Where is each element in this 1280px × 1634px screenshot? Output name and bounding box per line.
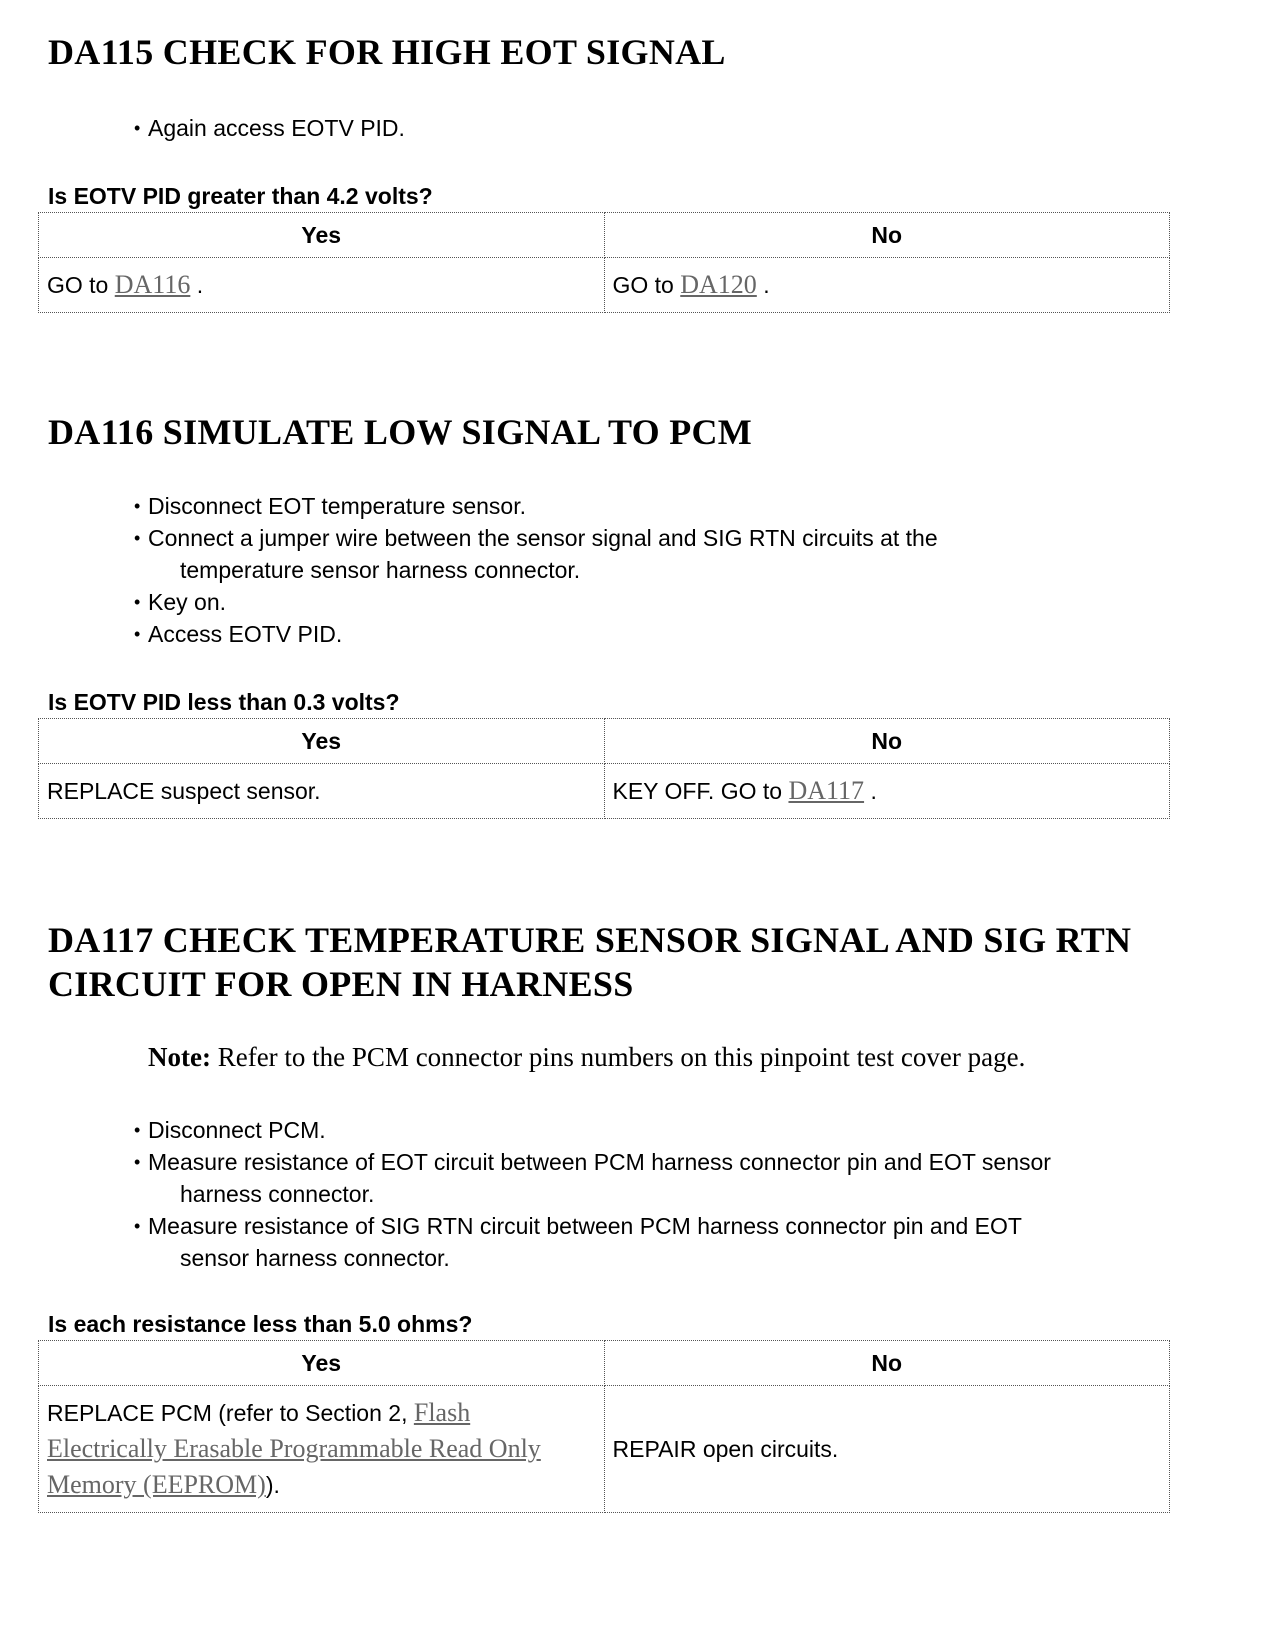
action-item: • Disconnect EOT temperature sensor. [132, 490, 938, 522]
link-flash-eeprom[interactable]: Flash Electrically Erasable Programmable Read Only Memory (EEPROM) [47, 1398, 541, 1499]
action-item: • Again access EOTV PID. [132, 112, 405, 144]
bullet-icon: • [134, 1120, 141, 1140]
bullet-icon: • [134, 592, 141, 612]
bullet-icon: • [134, 1152, 141, 1172]
note: Note: Refer to the PCM connector pins numbers on this pinpoint test cover page. [148, 1042, 1026, 1072]
action-item: • Measure resistance of EOT circuit between PCM harness connector pin and EOT sensor harness connector. [132, 1146, 1051, 1210]
question-da115: Is EOTV PID greater than 4.2 volts? [48, 183, 433, 209]
step-title-da116: DA116 SIMULATE LOW SIGNAL TO PCM [48, 412, 753, 452]
bullet-icon: • [134, 118, 141, 138]
link-da117[interactable]: DA117 [788, 776, 865, 805]
link-da116[interactable]: DA116 [114, 270, 191, 299]
result-table-da117 [38, 1340, 1170, 1513]
bullet-icon: • [134, 624, 141, 644]
link-da120[interactable]: DA120 [680, 270, 757, 299]
result-table-da116 [38, 718, 1170, 819]
action-item: • Connect a jumper wire between the sensor signal and SIG RTN circuits at the temperature sensor harness connector. [132, 522, 938, 586]
no-header: No [604, 719, 1170, 764]
action-list-da115 [132, 112, 405, 144]
yes-cell: REPLACE PCM (refer to Section 2, Flash Electrically Erasable Programmable Read Only Memory (EEPROM)). [39, 1386, 605, 1513]
yes-header: Yes [39, 719, 605, 764]
yes-cell: GO to DA116 . [39, 258, 605, 313]
step-title-da117: DA117 CHECK TEMPERATURE SENSOR SIGNAL AND SIG RTN CIRCUIT FOR OPEN IN HARNESS [48, 920, 1132, 1004]
result-table-da115 [38, 212, 1170, 313]
no-header: No [604, 213, 1170, 258]
note-label: Note: [148, 1042, 211, 1072]
action-item: • Measure resistance of SIG RTN circuit between PCM harness connector pin and EOT sensor harness connector. [132, 1210, 1051, 1274]
bullet-icon: • [134, 1216, 141, 1236]
bullet-icon: • [134, 528, 141, 548]
no-cell: REPAIR open circuits. [604, 1386, 1170, 1513]
yes-header: Yes [39, 1341, 605, 1386]
question-da116: Is EOTV PID less than 0.3 volts? [48, 689, 400, 715]
action-item: • Disconnect PCM. [132, 1114, 1051, 1146]
yes-header: Yes [39, 213, 605, 258]
action-item: • Key on. [132, 586, 938, 618]
no-cell: KEY OFF. GO to DA117 . [604, 764, 1170, 819]
action-list-da116 [132, 490, 938, 650]
no-cell: GO to DA120 . [604, 258, 1170, 313]
no-header: No [604, 1341, 1170, 1386]
yes-cell: REPLACE suspect sensor. [39, 764, 605, 819]
step-title-da115: DA115 CHECK FOR HIGH EOT SIGNAL [48, 32, 726, 72]
question-da117: Is each resistance less than 5.0 ohms? [48, 1311, 473, 1337]
action-list-da117 [132, 1114, 1051, 1274]
bullet-icon: • [134, 496, 141, 516]
action-item: • Access EOTV PID. [132, 618, 938, 650]
